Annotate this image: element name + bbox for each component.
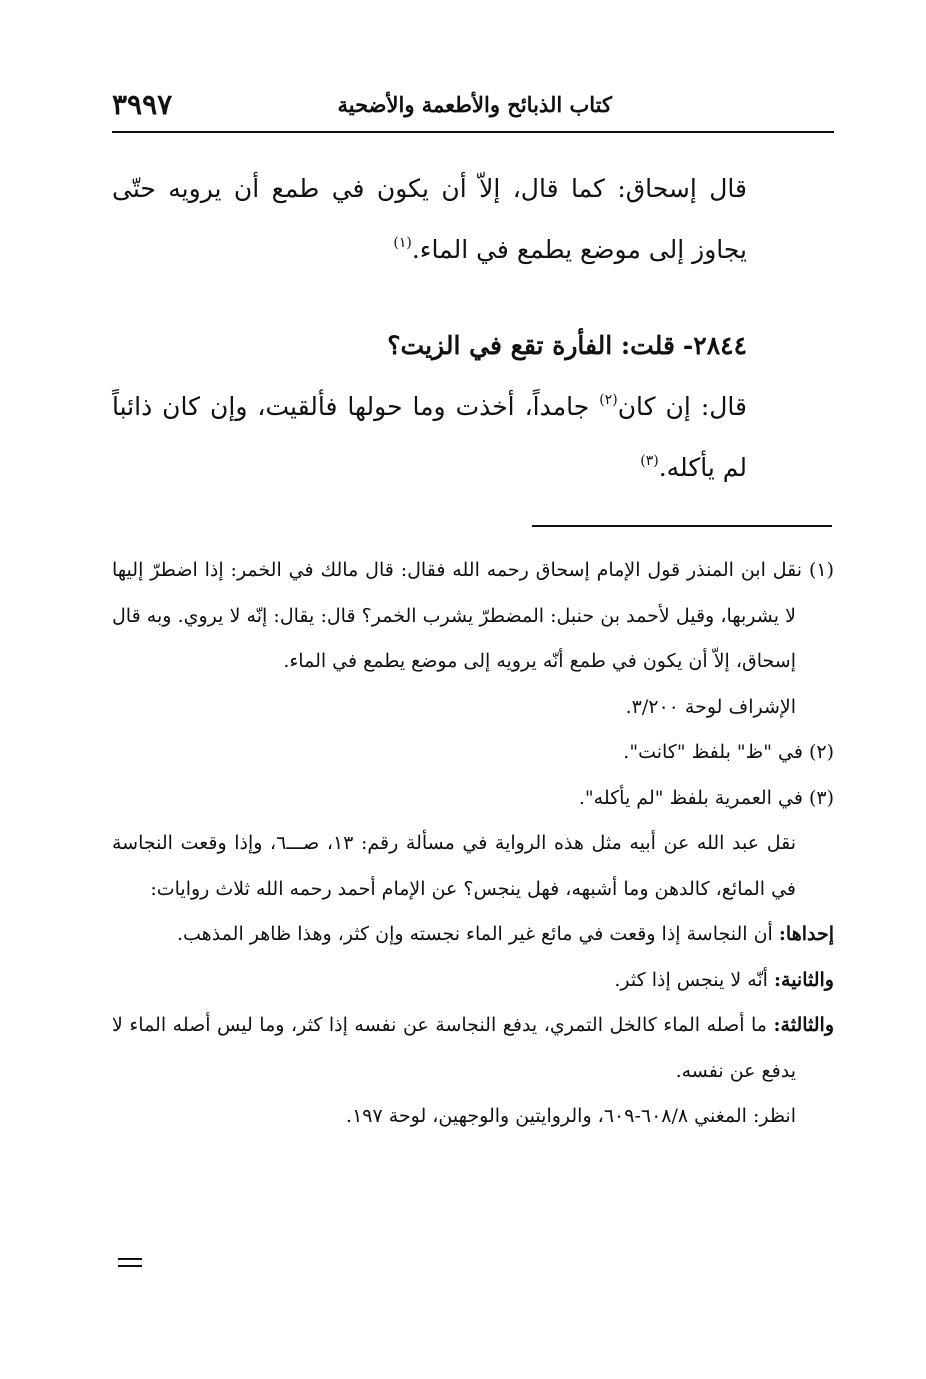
footnote-1: (١) نقل ابن المنذر قول الإمام إسحاق رحمه الله فقال: قال مالك في الخمر: إذا اضطرّ إليها لا يشربها، وقيل لأحمد بن حنبل: المضطرّ يشرب الخمر؟ قال: يقال: إنّه لا يروي. وبه قال إسحاق، إلاّ أن يكون في طمع أنّه يرويه إلى موضع يطمع في الماء. bbox=[112, 559, 834, 672]
end-of-page-mark bbox=[118, 1258, 142, 1272]
paragraph-ishaq-text: قال إسحاق: كما قال، إلاّ أن يكون في طمع أن يرويه حتّى يجاوز إلى موضع يطمع في الماء. bbox=[112, 174, 747, 264]
page-number: ٣٩٩٧ bbox=[112, 88, 173, 121]
riwaya-1-text: أن النجاسة إذا وقعت في مائع غير الماء نجسته وإن كثر، وهذا ظاهر المذهب. bbox=[176, 923, 773, 945]
footnote-2: (٢) في "ظ" بلفظ "كانت". bbox=[623, 741, 834, 763]
footnote-3-reference: انظر: المغني ٦٠٨/٨-٦٠٩، والروايتين والوجهين، لوحة ١٩٧. bbox=[346, 1105, 796, 1127]
issue-number: ٢٨٤٤- bbox=[682, 331, 747, 360]
footnote-separator bbox=[532, 525, 832, 527]
issue-2844 bbox=[112, 315, 747, 376]
end-mark-line-2 bbox=[118, 1265, 142, 1267]
footnote-3-paragraph: نقل عبد الله عن أبيه مثل هذه الرواية في مسألة رقم: ١٣، صـــ٦، وإذا وقعت النجاسة في المائع، كالدهن وما أشبهه، فهل ينجس؟ عن الإمام أحمد رحمه الله ثلاث روايات: bbox=[112, 832, 796, 900]
riwaya-2 bbox=[112, 958, 834, 1004]
main-text bbox=[112, 158, 747, 498]
riwaya-1 bbox=[112, 912, 834, 958]
footnotes bbox=[112, 548, 834, 1140]
riwaya-3 bbox=[112, 1003, 834, 1094]
footnote-1-source: الإشراف لوحة ٣/٢٠٠. bbox=[625, 695, 796, 718]
riwaya-2-text: أنّه لا ينجس إذا كثر. bbox=[614, 968, 768, 991]
riwaya-3-text: ما أصله الماء كالخل التمري، يدفع النجاسة عن نفسه إذا كثر، وما ليس أصله الماء لا يدفع عن نفسه. bbox=[112, 1014, 796, 1082]
page-header bbox=[112, 88, 834, 128]
riwaya-2-label: والثانية: bbox=[774, 968, 834, 991]
running-title: كتاب الذبائح والأطعمة والأضحية bbox=[337, 92, 612, 117]
issue-question: قلت: الفأرة تقع في الزيت؟ bbox=[387, 331, 675, 360]
issue-answer bbox=[112, 376, 747, 498]
footnote-3: (٣) في العمرية بلفظ "لم يأكله". bbox=[578, 786, 834, 809]
riwaya-3-label: والثالثة: bbox=[773, 1014, 835, 1036]
riwaya-1-label: إحداها: bbox=[778, 923, 834, 945]
end-mark-line-1 bbox=[118, 1258, 142, 1260]
answer-part-2: جامداً، أخذت وما حولها فألقيت، وإن كان ذائباً لم يأكله. bbox=[112, 392, 747, 482]
header-rule bbox=[112, 131, 834, 133]
footnote-ref-3: (٣) bbox=[640, 453, 659, 469]
footnote-ref-2: (٢) bbox=[599, 392, 618, 408]
footnote-ref-1: (١) bbox=[393, 235, 412, 251]
answer-part-1: قال: إن كان bbox=[617, 392, 747, 421]
paragraph-ishaq bbox=[112, 158, 747, 280]
